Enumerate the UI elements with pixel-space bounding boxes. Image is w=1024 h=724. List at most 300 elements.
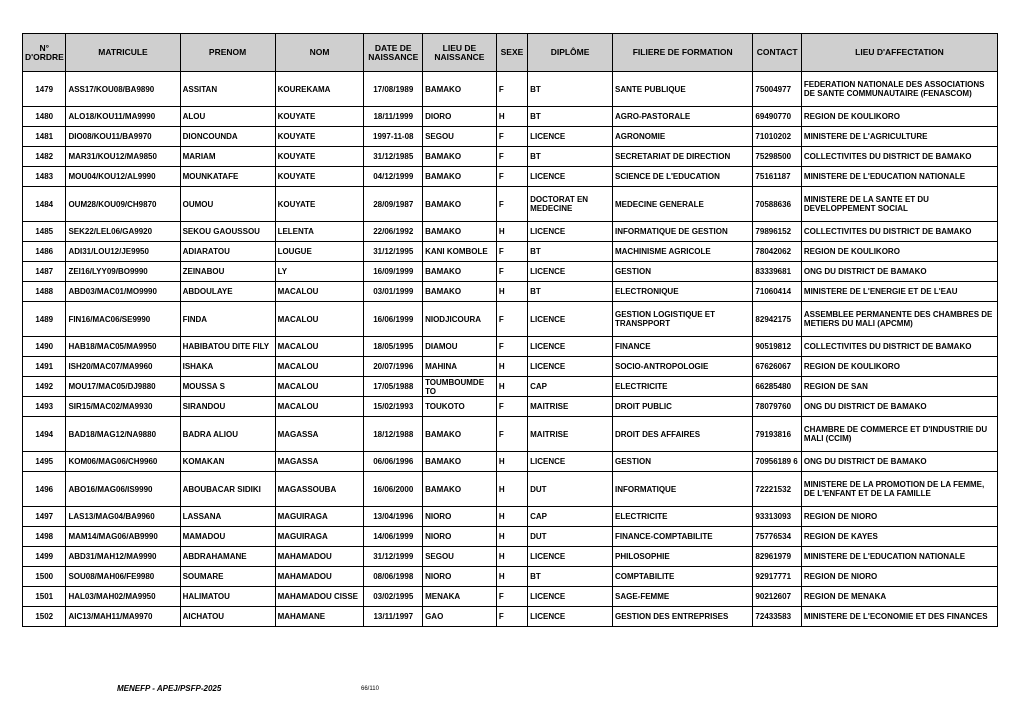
table-cell: MAHINA (423, 357, 497, 377)
table-cell: KOUYATE (275, 107, 364, 127)
table-cell: 75004977 (753, 72, 801, 107)
table-cell: DUT (528, 472, 613, 507)
table-cell: 18/12/1988 (364, 417, 423, 452)
table-cell: 31/12/1985 (364, 147, 423, 167)
table-cell: ABOUBACAR SIDIKI (180, 472, 275, 507)
table-cell: CHAMBRE DE COMMERCE ET D'INDUSTRIE DU MALI (CCIM) (801, 417, 997, 452)
table-cell: 82942175 (753, 302, 801, 337)
table-cell: BAD18/MAG12/NA9880 (66, 417, 180, 452)
table-cell: ADIARATOU (180, 242, 275, 262)
table-cell: REGION DE MENAKA (801, 587, 997, 607)
table-cell: ABD03/MAC01/MO9990 (66, 282, 180, 302)
table-cell: 90212607 (753, 587, 801, 607)
table-cell: BAMAKO (423, 147, 497, 167)
column-header: CONTACT (753, 34, 801, 72)
table-cell: 90519812 (753, 337, 801, 357)
table-cell: H (496, 452, 527, 472)
table-cell: BAMAKO (423, 452, 497, 472)
table-cell: OUMOU (180, 187, 275, 222)
table-cell: FINANCE (612, 337, 752, 357)
table-cell: DIORO (423, 107, 497, 127)
table-cell: H (496, 377, 527, 397)
table-cell: ABDRAHAMANE (180, 547, 275, 567)
column-header: N° D'ORDRE (23, 34, 66, 72)
table-cell: 71010202 (753, 127, 801, 147)
column-header: LIEU DE NAISSANCE (423, 34, 497, 72)
table-cell: AGRONOMIE (612, 127, 752, 147)
table-cell: 1480 (23, 107, 66, 127)
table-row (23, 72, 998, 107)
table-cell: MAGASSA (275, 452, 364, 472)
table-cell: BAMAKO (423, 262, 497, 282)
table-cell: 18/11/1999 (364, 107, 423, 127)
table-cell: PHILOSOPHIE (612, 547, 752, 567)
table-cell: 1485 (23, 222, 66, 242)
table-cell: SIRANDOU (180, 397, 275, 417)
table-cell: SANTE PUBLIQUE (612, 72, 752, 107)
table-cell: COLLECTIVITES DU DISTRICT DE BAMAKO (801, 147, 997, 167)
table-cell: 17/08/1989 (364, 72, 423, 107)
table-cell: ASS17/KOU08/BA9890 (66, 72, 180, 107)
table-cell: ASSITAN (180, 72, 275, 107)
table-cell: SEGOU (423, 547, 497, 567)
table-cell: LELENTA (275, 222, 364, 242)
table-cell: 1488 (23, 282, 66, 302)
table-cell: H (496, 282, 527, 302)
table-cell: ONG DU DISTRICT DE BAMAKO (801, 262, 997, 282)
table-cell: MINISTERE DE LA SANTE ET DU DEVELOPPEMENT SOCIAL (801, 187, 997, 222)
table-cell: 31/12/1999 (364, 547, 423, 567)
table-cell: F (496, 242, 527, 262)
table-row (23, 547, 998, 567)
table-cell: KOUYATE (275, 187, 364, 222)
table-cell: H (496, 472, 527, 507)
table-row (23, 242, 998, 262)
table-cell: MINISTERE DE L'EDUCATION NATIONALE (801, 167, 997, 187)
table-cell: ZEI16/LYY09/BO9990 (66, 262, 180, 282)
table-cell: LICENCE (528, 127, 613, 147)
table-cell: 1481 (23, 127, 66, 147)
table-cell: ELECTRONIQUE (612, 282, 752, 302)
table-cell: MAGASSA (275, 417, 364, 452)
table-cell: SECRETARIAT DE DIRECTION (612, 147, 752, 167)
table-cell: NIORO (423, 527, 497, 547)
table-cell: NIODJICOURA (423, 302, 497, 337)
table-cell: AIC13/MAH11/MA9970 (66, 607, 180, 627)
table-cell: LICENCE (528, 357, 613, 377)
table-cell: MAGUIRAGA (275, 527, 364, 547)
table-cell: 18/05/1995 (364, 337, 423, 357)
table-cell: F (496, 587, 527, 607)
table-cell: REGION DE NIORO (801, 507, 997, 527)
table-cell: SOCIO-ANTROPOLOGIE (612, 357, 752, 377)
table-cell: LASSANA (180, 507, 275, 527)
table-cell: REGION DE KAYES (801, 527, 997, 547)
table-cell: KOUYATE (275, 127, 364, 147)
table-row (23, 147, 998, 167)
table-cell: F (496, 607, 527, 627)
table-cell: ONG DU DISTRICT DE BAMAKO (801, 397, 997, 417)
table-cell: KOUYATE (275, 147, 364, 167)
table-cell: SEGOU (423, 127, 497, 147)
table-cell: ISH20/MAC07/MA9960 (66, 357, 180, 377)
footer-program: MENEFP - APEJ/PSFP-2025 (117, 684, 222, 693)
table-cell: BAMAKO (423, 167, 497, 187)
table-cell: 72433583 (753, 607, 801, 627)
table-cell: GESTION (612, 262, 752, 282)
table-cell: H (496, 107, 527, 127)
table-cell: F (496, 72, 527, 107)
table-row (23, 187, 998, 222)
table-row (23, 107, 998, 127)
table-header (23, 34, 998, 72)
table-cell: KOUREKAMA (275, 72, 364, 107)
table-cell: GESTION (612, 452, 752, 472)
table-row (23, 222, 998, 242)
table-cell: NIORO (423, 567, 497, 587)
table-cell: F (496, 302, 527, 337)
table-cell: HAL03/MAH02/MA9950 (66, 587, 180, 607)
table-cell: 1487 (23, 262, 66, 282)
table-cell: LICENCE (528, 167, 613, 187)
table-cell: MOU17/MAC05/DJ9880 (66, 377, 180, 397)
table-cell: H (496, 507, 527, 527)
table-cell: LICENCE (528, 337, 613, 357)
table-cell: KOMAKAN (180, 452, 275, 472)
table-cell: SIR15/MAC02/MA9930 (66, 397, 180, 417)
table-cell: HABIBATOU DITE FILY (180, 337, 275, 357)
table-cell: 28/09/1987 (364, 187, 423, 222)
table-cell: 17/05/1988 (364, 377, 423, 397)
table-cell: LICENCE (528, 587, 613, 607)
table-cell: LICENCE (528, 452, 613, 472)
table-cell: 79896152 (753, 222, 801, 242)
table-row (23, 397, 998, 417)
column-header: LIEU D'AFFECTATION (801, 34, 997, 72)
table-cell: BT (528, 72, 613, 107)
table-cell: BAMAKO (423, 187, 497, 222)
table-cell: ALO18/KOU11/MA9990 (66, 107, 180, 127)
table-cell: MEDECINE GENERALE (612, 187, 752, 222)
table-cell: ABO16/MAG06/IS9990 (66, 472, 180, 507)
table-cell: MAHAMADOU CISSE (275, 587, 364, 607)
table-cell: DIO08/KOU11/BA9970 (66, 127, 180, 147)
table-row (23, 377, 998, 397)
table-cell: GESTION DES ENTREPRISES (612, 607, 752, 627)
table-row (23, 527, 998, 547)
table-cell: MENAKA (423, 587, 497, 607)
table-cell: 69490770 (753, 107, 801, 127)
table-row (23, 507, 998, 527)
table-cell: BT (528, 242, 613, 262)
table-cell: 1494 (23, 417, 66, 452)
table-cell: 82961979 (753, 547, 801, 567)
table-cell: SEKOU GAOUSSOU (180, 222, 275, 242)
table-cell: BAMAKO (423, 72, 497, 107)
table-cell: MOUNKATAFE (180, 167, 275, 187)
table-row (23, 567, 998, 587)
table-row (23, 167, 998, 187)
table-cell: 1500 (23, 567, 66, 587)
table-cell: 70956189 6 (753, 452, 801, 472)
table-cell: ASSEMBLEE PERMANENTE DES CHAMBRES DE METIERS DU MALI (APCMM) (801, 302, 997, 337)
table-cell: 1482 (23, 147, 66, 167)
table-cell: TOUMBOUMDE TO (423, 377, 497, 397)
table-cell: 66285480 (753, 377, 801, 397)
table-cell: 78042062 (753, 242, 801, 262)
table-row (23, 417, 998, 452)
table-cell: KOUYATE (275, 167, 364, 187)
table-cell: 03/02/1995 (364, 587, 423, 607)
table-row (23, 452, 998, 472)
table-cell: MOU04/KOU12/AL9990 (66, 167, 180, 187)
table-cell: BAMAKO (423, 282, 497, 302)
table-cell: 31/12/1995 (364, 242, 423, 262)
column-header: MATRICULE (66, 34, 180, 72)
table-cell: SCIENCE DE L'EDUCATION (612, 167, 752, 187)
table-cell: F (496, 337, 527, 357)
table-cell: LICENCE (528, 547, 613, 567)
table-cell: MINISTERE DE L'ECONOMIE ET DES FINANCES (801, 607, 997, 627)
table-cell: BADRA ALIOU (180, 417, 275, 452)
column-header: DATE DE NAISSANCE (364, 34, 423, 72)
table-row (23, 262, 998, 282)
table-cell: ONG DU DISTRICT DE BAMAKO (801, 452, 997, 472)
table-cell: 1479 (23, 72, 66, 107)
table-cell: REGION DE NIORO (801, 567, 997, 587)
table-cell: 1497 (23, 507, 66, 527)
table-cell: 1496 (23, 472, 66, 507)
table-cell: 75161187 (753, 167, 801, 187)
table-cell: MAHAMADOU (275, 547, 364, 567)
table-cell: 93313093 (753, 507, 801, 527)
table-row (23, 607, 998, 627)
table-cell: SOU08/MAH06/FE9980 (66, 567, 180, 587)
table-cell: H (496, 567, 527, 587)
column-header: SEXE (496, 34, 527, 72)
table-cell: MINISTERE DE L'ENERGIE ET DE L'EAU (801, 282, 997, 302)
table-cell: LICENCE (528, 262, 613, 282)
table-cell: 67626067 (753, 357, 801, 377)
table-cell: 70588636 (753, 187, 801, 222)
table-row (23, 127, 998, 147)
table-cell: F (496, 417, 527, 452)
table-cell: 1501 (23, 587, 66, 607)
column-header: PRENOM (180, 34, 275, 72)
table-cell: MAM14/MAG06/AB9990 (66, 527, 180, 547)
table-cell: MARIAM (180, 147, 275, 167)
table-cell: 75776534 (753, 527, 801, 547)
table-cell: ABDOULAYE (180, 282, 275, 302)
table-cell: INFORMATIQUE (612, 472, 752, 507)
table-cell: OUM28/KOU09/CH9870 (66, 187, 180, 222)
table-cell: BT (528, 282, 613, 302)
table-cell: F (496, 397, 527, 417)
table-cell: 83339681 (753, 262, 801, 282)
table-cell: REGION DE SAN (801, 377, 997, 397)
table-cell: ABD31/MAH12/MA9990 (66, 547, 180, 567)
table-cell: HAB18/MAC05/MA9950 (66, 337, 180, 357)
table-cell: 1484 (23, 187, 66, 222)
table-cell: 1486 (23, 242, 66, 262)
table-cell: ELECTRICITE (612, 507, 752, 527)
table-cell: MOUSSA S (180, 377, 275, 397)
table-cell: MAGUIRAGA (275, 507, 364, 527)
table-cell: ADI31/LOU12/JE9950 (66, 242, 180, 262)
table-cell: KANI KOMBOLE (423, 242, 497, 262)
table-cell: 22/06/1992 (364, 222, 423, 242)
table-cell: H (496, 222, 527, 242)
table-cell: SEK22/LEL06/GA9920 (66, 222, 180, 242)
table-cell: DIONCOUNDA (180, 127, 275, 147)
table-cell: 1483 (23, 167, 66, 187)
table-cell: 08/06/1998 (364, 567, 423, 587)
table-cell: FINDA (180, 302, 275, 337)
table-cell: REGION DE KOULIKORO (801, 242, 997, 262)
table-body (23, 72, 998, 627)
table-cell: MAR31/KOU12/MA9850 (66, 147, 180, 167)
table-cell: 1493 (23, 397, 66, 417)
table-cell: COMPTABILITE (612, 567, 752, 587)
table-cell: MAMADOU (180, 527, 275, 547)
table-cell: 04/12/1999 (364, 167, 423, 187)
table-cell: LOUGUE (275, 242, 364, 262)
table-row (23, 472, 998, 507)
table-cell: MINISTERE DE L'EDUCATION NATIONALE (801, 547, 997, 567)
table-cell: MINISTERE DE LA PROMOTION DE LA FEMME, DE L'ENFANT ET DE LA FAMILLE (801, 472, 997, 507)
table-cell: 75298500 (753, 147, 801, 167)
table-cell: CAP (528, 507, 613, 527)
table-cell: 92917771 (753, 567, 801, 587)
table-cell: MACHINISME AGRICOLE (612, 242, 752, 262)
page-number: 66/110 (361, 686, 379, 692)
table-cell: AGRO-PASTORALE (612, 107, 752, 127)
table-cell: F (496, 262, 527, 282)
table-cell: FIN16/MAC06/SE9990 (66, 302, 180, 337)
table-cell: MACALOU (275, 397, 364, 417)
table-cell: AICHATOU (180, 607, 275, 627)
table-cell: MAHAMANE (275, 607, 364, 627)
table-cell: COLLECTIVITES DU DISTRICT DE BAMAKO (801, 222, 997, 242)
table-cell: 1997-11-08 (364, 127, 423, 147)
table-cell: ALOU (180, 107, 275, 127)
table-cell: MACALOU (275, 337, 364, 357)
table-cell: 16/09/1999 (364, 262, 423, 282)
table-cell: MACALOU (275, 302, 364, 337)
table-row (23, 587, 998, 607)
table-cell: DUT (528, 527, 613, 547)
table-cell: MAITRISE (528, 417, 613, 452)
table-cell: 72221532 (753, 472, 801, 507)
column-header: DIPLÔME (528, 34, 613, 72)
table-row (23, 282, 998, 302)
table-cell: 1498 (23, 527, 66, 547)
table-cell: COLLECTIVITES DU DISTRICT DE BAMAKO (801, 337, 997, 357)
table-cell: 16/06/2000 (364, 472, 423, 507)
table-cell: LICENCE (528, 222, 613, 242)
table-cell: MAGASSOUBA (275, 472, 364, 507)
table-cell: REGION DE KOULIKORO (801, 107, 997, 127)
table-cell: CAP (528, 377, 613, 397)
table-cell: 20/07/1996 (364, 357, 423, 377)
table-cell: 15/02/1993 (364, 397, 423, 417)
table-cell: 79193816 (753, 417, 801, 452)
table-cell: 13/04/1996 (364, 507, 423, 527)
table-row (23, 337, 998, 357)
table-cell: F (496, 167, 527, 187)
table-cell: F (496, 147, 527, 167)
roster-table (22, 33, 998, 627)
table-cell: SAGE-FEMME (612, 587, 752, 607)
table-cell: ZEINABOU (180, 262, 275, 282)
table-row (23, 357, 998, 377)
table-cell: MACALOU (275, 377, 364, 397)
table-cell: H (496, 527, 527, 547)
table-cell: FEDERATION NATIONALE DES ASSOCIATIONS DE SANTE COMMUNAUTAIRE (FENASCOM) (801, 72, 997, 107)
table-cell: DOCTORAT EN MEDECINE (528, 187, 613, 222)
table-cell: BAMAKO (423, 417, 497, 452)
column-header: NOM (275, 34, 364, 72)
table-cell: BAMAKO (423, 222, 497, 242)
table-cell: MINISTERE DE L'AGRICULTURE (801, 127, 997, 147)
table-cell: BT (528, 567, 613, 587)
table-cell: HALIMATOU (180, 587, 275, 607)
table-cell: 1490 (23, 337, 66, 357)
table-cell: F (496, 127, 527, 147)
table-cell: 1489 (23, 302, 66, 337)
table-cell: FINANCE-COMPTABILITE (612, 527, 752, 547)
table-cell: ELECTRICITE (612, 377, 752, 397)
table-cell: LAS13/MAG04/BA9960 (66, 507, 180, 527)
table-cell: GAO (423, 607, 497, 627)
table-cell: ISHAKA (180, 357, 275, 377)
table-cell: H (496, 357, 527, 377)
table-cell: KOM06/MAG06/CH9960 (66, 452, 180, 472)
table-cell: 06/06/1996 (364, 452, 423, 472)
table-cell: H (496, 547, 527, 567)
table-cell: GESTION LOGISTIQUE ET TRANSPPORT (612, 302, 752, 337)
table-cell: 14/06/1999 (364, 527, 423, 547)
table-cell: REGION DE KOULIKORO (801, 357, 997, 377)
table-cell: SOUMARE (180, 567, 275, 587)
table-cell: 16/06/1999 (364, 302, 423, 337)
table-cell: MAITRISE (528, 397, 613, 417)
table-cell: 1499 (23, 547, 66, 567)
table-row (23, 302, 998, 337)
table-cell: MAHAMADOU (275, 567, 364, 587)
table-cell: BT (528, 147, 613, 167)
table-cell: DROIT PUBLIC (612, 397, 752, 417)
table-cell: 1502 (23, 607, 66, 627)
table-cell: DIAMOU (423, 337, 497, 357)
table-cell: 78079760 (753, 397, 801, 417)
table-cell: 03/01/1999 (364, 282, 423, 302)
table-cell: LICENCE (528, 302, 613, 337)
table-cell: DROIT DES AFFAIRES (612, 417, 752, 452)
table-cell: 1492 (23, 377, 66, 397)
table-cell: BAMAKO (423, 472, 497, 507)
table-cell: INFORMATIQUE DE GESTION (612, 222, 752, 242)
table-cell: F (496, 187, 527, 222)
table-cell: MACALOU (275, 282, 364, 302)
header-row (23, 34, 998, 72)
table-cell: NIORO (423, 507, 497, 527)
table-cell: TOUKOTO (423, 397, 497, 417)
table-cell: 1491 (23, 357, 66, 377)
table-cell: LICENCE (528, 607, 613, 627)
table-cell: LY (275, 262, 364, 282)
table-cell: 71060414 (753, 282, 801, 302)
